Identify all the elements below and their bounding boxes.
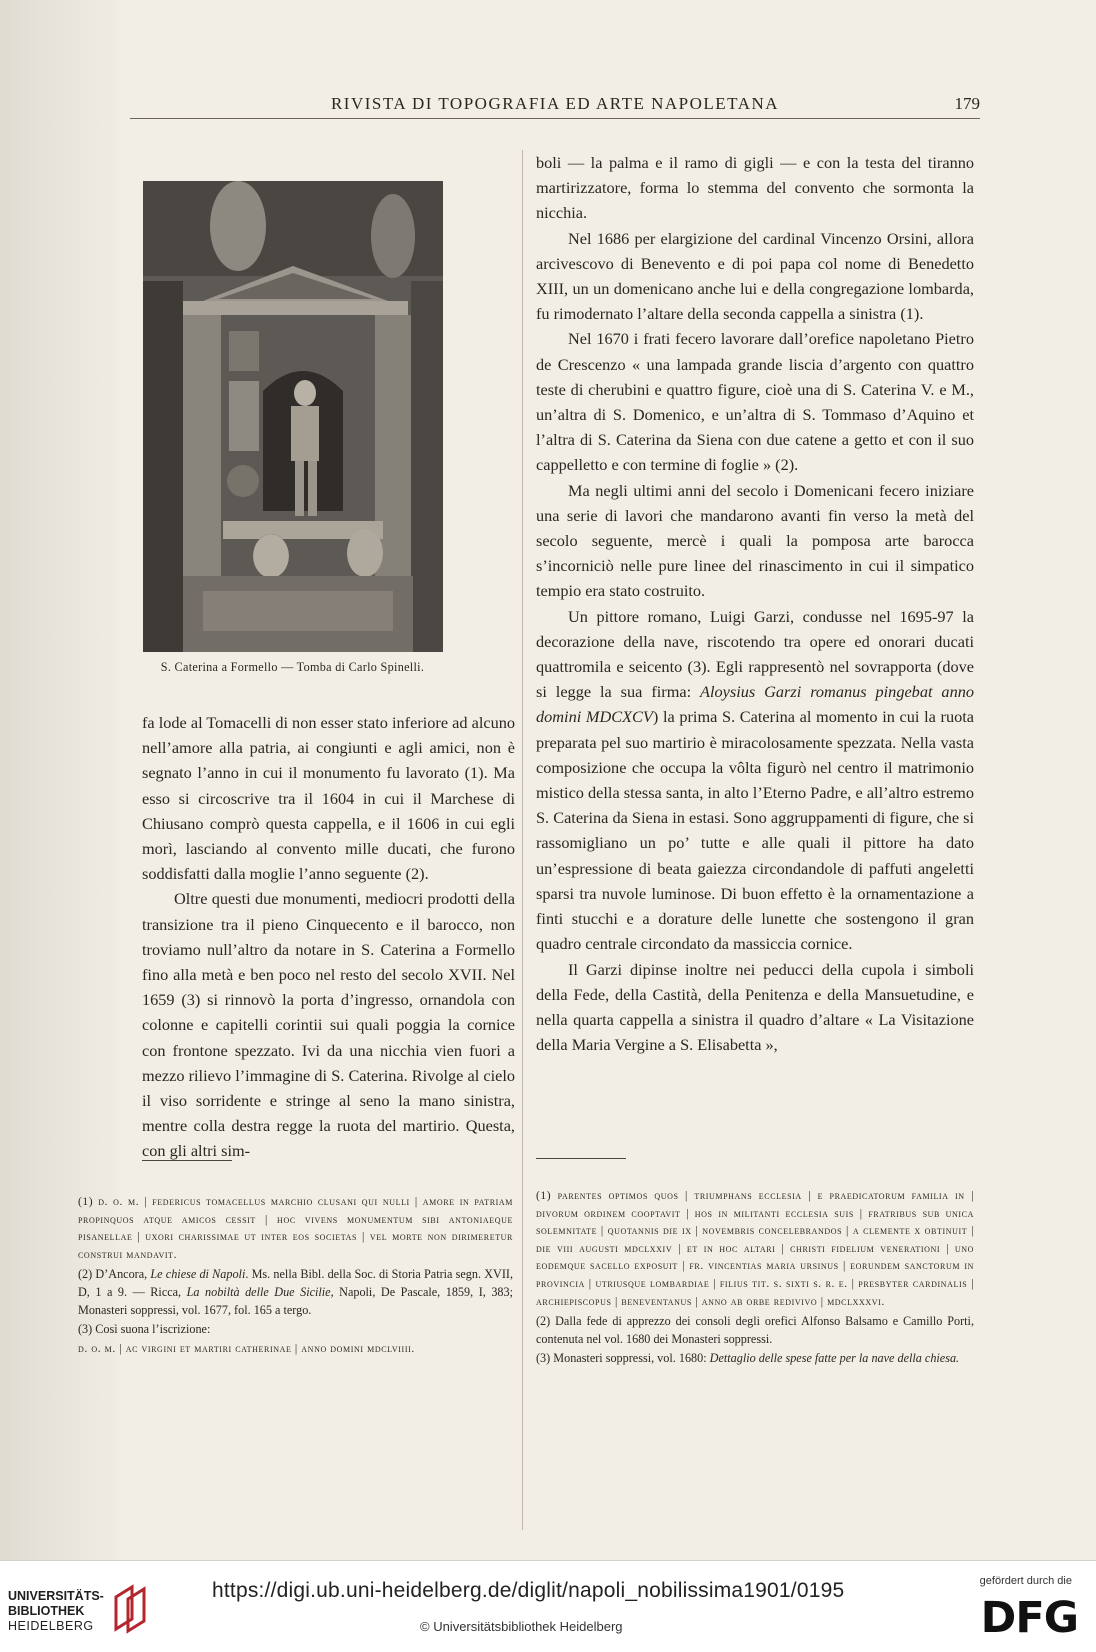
- footnotes-left: [78, 1194, 513, 1360]
- running-header: [130, 92, 980, 119]
- right-paragraph-5: [536, 604, 974, 957]
- funding-note: gefördert durch die: [979, 1575, 1072, 1587]
- tomb-illustration: [143, 181, 443, 652]
- right-paragraph-1: boli — la palma e il ramo di gigli — e con la testa del tiranno martirizzatore, forma lo stemma del convento che sormonta la nicchia.: [536, 153, 974, 223]
- footnote-left-2-a: (2) D’Ancora,: [78, 1267, 151, 1282]
- left-paragraph-1: fa lode al Tomacelli di non esser stato inferiore ad alcuno nell’amore alla patria, ai congiunti e agli amici, non è segnato l’anno in cui il monumento fu lavorato (1). Ma esso si circoscrive tra il 1604 in cui il Marchese di Chiusano comprò questa cappella, e il 1606 in cui egli morì, lasciando al convento mille ducati, che furono soddisfatti dalla moglie l’anno seguente (2).: [142, 713, 515, 884]
- copyright-notice: © Universitätsbibliothek Heidelberg: [420, 1619, 623, 1634]
- footnote-left-2-title: Le chiese di Napoli: [150, 1267, 246, 1282]
- footnote-rule-right: [536, 1158, 626, 1159]
- right-paragraph-2: Nel 1686 per elargizione del cardinal Vincenzo Orsini, allora arcivescovo di Benevento e di poi papa col nome di Benedetto XIII, un un domenicano anche lui e della congregazione lombarda, fu rimodernato l’altare della seconda cappella a sinistra (1).: [536, 228, 974, 324]
- right-paragraph-6: Il Garzi dipinse inoltre nei peducci della cupola i simboli della Fede, della Castità, della Penitenza e della Mansuetudine, e nella quarta cappella a sinistra il quadro d’altare « La Visitazione della Maria Vergine a S. Elisabetta »,: [536, 959, 974, 1055]
- column-divider: [522, 150, 523, 1530]
- footnote-left-2-b: . Ms. nella Bibl. della Soc. di Storia Patria segn. XVII, D, 1 a 9. — Ricca,: [78, 1267, 514, 1299]
- page-url-link[interactable]: https://digi.ub.uni-heidelberg.de/diglit/napoli_nobilissima1901/0195: [212, 1579, 845, 1602]
- garzi-signature: Aloysius Garzi romanus pingebat anno domini MDCXCV: [536, 682, 974, 727]
- right-column: [536, 150, 974, 1057]
- library-line-3: HEIDELBERG: [8, 1619, 94, 1633]
- footnote-right-3-title: Dettaglio delle spese fatte per la nave della chiesa.: [709, 1351, 960, 1366]
- library-name: [8, 1589, 104, 1634]
- left-paragraph-2: Oltre questi due monumenti, mediocri prodotti della transizione tra il pieno Cinquecento e il barocco, non troviamo null’altro da notare in S. Caterina a Formello fino alla metà e ben poco nel resto del secolo XVII. Nel 1659 (3) si rinnovò la porta d’ingresso, ornandola con colonne e capitelli corintii sui quali poggia la cornice con frontone spezzato. Ivi da una nicchia vien fuori a mezzo rilievo l’immagine di S. Caterina. Rivolge al cielo il viso sorridente e stringe al seno la mano sinistra, mentre colla destra regge la ruota del martirio. Questa, con gli altri sim-: [142, 889, 515, 1161]
- footnote-right-3-a: (3) Monasteri soppressi, vol. 1680:: [536, 1351, 710, 1366]
- footnote-left-1: (1) d. o. m. | federicus tomacellus marchio clusani qui nulli | amore in patriam propinquos atque amicos cessit | hoc vivens monumentum sibi antoniaeque pisanellae | uxori charissimae ut inter eos societas | vel morte non dirimeretur construi mandavit.: [78, 1196, 513, 1261]
- journal-title: RIVISTA DI TOPOGRAFIA ED ARTE NAPOLETANA: [330, 94, 780, 113]
- footnote-left-2: [78, 1266, 513, 1319]
- right-paragraph-5-end: ) la prima S. Caterina al momento in cui la ruota preparata pel suo martirio è miracolosamente spezzata. Nella vasta composizione che occupa la vôlta figurò nel centro il matrimonio mistico della stessa santa, in alto l’Eterno Padre, e all’altro estremo S. Caterina da Siena in estasi. Sono aggruppamenti di figure, che si rassomigliano un po’ tutte e alle quali il pittore ha dato un’espressione di beata gaiezza circondandole di paffuti angeletti sparsi tra nuvole luminose. Di buon effetto è la ornamentazione a finti stucchi e a dorature delle lunette che sostengono il gran quadro centrale circondato da massiccia cornice.: [536, 707, 974, 954]
- footnote-left-3-inscription: d. o. m. | ac virgini et martiri catherinae | anno domini mdclviiii.: [78, 1342, 415, 1355]
- page-number: 179: [954, 94, 980, 113]
- right-paragraph-5-start: Un pittore romano, Luigi Garzi, condusse nel 1695-97 la decorazione della nave, riscotendo tra opere ed onorari ducati quattromila e seicento (3). Egli rappresentò nel sovrapporta (dove si legge la sua firma:: [536, 606, 974, 702]
- footnote-left-2-c: , Napoli, De Pascale, 1859, I, 383; Monasteri soppressi, vol. 1677, fol. 165 a tergo.: [78, 1284, 513, 1317]
- library-line-1: UNIVERSITÄTS-: [8, 1589, 104, 1603]
- footnote-left-2-title2: La nobiltà delle Due Sicilie: [186, 1284, 331, 1299]
- viewer-footer: [0, 1560, 1096, 1652]
- footnote-right-3: [536, 1350, 974, 1368]
- left-column: [142, 710, 515, 1164]
- library-logo-icon: [110, 1583, 162, 1635]
- footnotes-right: [536, 1188, 974, 1370]
- dfg-logo: DFG: [980, 1593, 1078, 1643]
- footnote-right-2: (2) Dalla fede di apprezzo dei consoli degli orefici Alfonso Balsamo e Camillo Porti, contenuta nel vol. 1680 dei Monasteri soppressi.: [536, 1314, 974, 1346]
- figure-caption: S. Caterina a Formello — Tomba di Carlo Spinelli.: [160, 660, 425, 674]
- right-paragraph-4: Ma negli ultimi anni del secolo i Domenicani fecero iniziare una serie di lavori che mandarono avanti fin verso la metà del secolo seguente, mercè i quali la pomposa arte barocca s’incorniciò nelle pure linee del rinascimento in cui il simpatico tempio era stato costruito.: [536, 480, 974, 601]
- library-line-2: BIBLIOTHEK: [8, 1604, 85, 1618]
- footnote-right-1: (1) parentes optimos quos | triumphans ecclesia | e praedicatorum familia in | divorum ordinem cooptavit | hos in militanti ecclesia suis | fratribus sub unica solemnitate | quotannis die ix | novembris concelebrandos | a clemente x obtinuit | die viii augusti mdclxxiv | et in hoc altari | christi fidelium venerationi | uno eodemque sacello exposuit | fr. vincentias maria ursinus | eorundem sanctorum in provincia | utriusque lombardiae | filius tit. s. sixti s. r. e. | presbyter cardinalis | archiepiscopus | beneventanus | anno ab orbe redivivo | mdclxxxvi.: [536, 1190, 974, 1308]
- footnote-left-3: (3) Così suona l’iscrizione:: [78, 1322, 211, 1337]
- tomb-photograph: [143, 181, 443, 652]
- footnote-rule-left: [142, 1160, 232, 1161]
- right-paragraph-3: Nel 1670 i frati fecero lavorare dall’orefice napoletano Pietro de Crescenzo « una lampada grande liscia d’argento con quattro teste di cherubini e quattro figure, cioè una di S. Caterina V. e M., un’altra di S. Domenico, e un’altra di S. Tommaso d’Aquino et l’altra di S. Caterina da Siena con due catene a getto et con il suo cappelletto e con termine di foglie » (2).: [536, 329, 974, 475]
